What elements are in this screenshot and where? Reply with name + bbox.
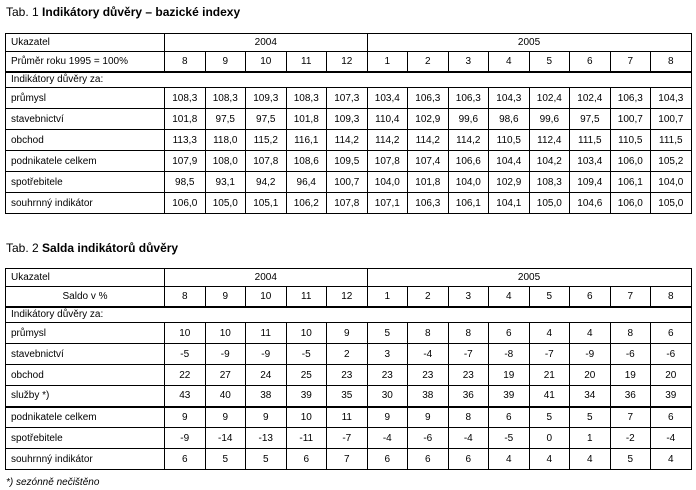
table1 [5, 33, 692, 214]
table-cell: 104,1 [489, 193, 530, 214]
table-cell: 39 [286, 386, 327, 407]
table-cell: 4 [529, 323, 570, 344]
table-cell: 104,2 [529, 151, 570, 172]
table-cell: 108,0 [205, 151, 246, 172]
table-cell: 106,6 [448, 151, 489, 172]
table-cell: 9 [327, 323, 368, 344]
table-cell: 5 [367, 323, 408, 344]
table-cell: 102,4 [529, 88, 570, 109]
row-label: průmysl [6, 323, 165, 344]
month-header: 7 [610, 287, 651, 307]
table-cell: 94,2 [246, 172, 287, 193]
table-cell: 102,9 [408, 109, 449, 130]
month-header: 3 [448, 52, 489, 72]
table-cell: -4 [448, 428, 489, 449]
table-cell: 6 [367, 449, 408, 470]
table-cell: 19 [489, 365, 530, 386]
table-cell: 41 [529, 386, 570, 407]
table-cell: -7 [327, 428, 368, 449]
table-cell: 110,4 [367, 109, 408, 130]
table-cell: 107,8 [367, 151, 408, 172]
table-row [6, 428, 692, 449]
table-cell: 104,3 [489, 88, 530, 109]
table-row [6, 365, 692, 386]
table-cell: 106,0 [165, 193, 206, 214]
table-cell: -8 [489, 344, 530, 365]
table-cell: 104,0 [367, 172, 408, 193]
table-cell: 5 [246, 449, 287, 470]
table-cell: 9 [165, 407, 206, 428]
table-cell: 3 [367, 344, 408, 365]
table-cell: -7 [448, 344, 489, 365]
table-cell: 6 [448, 449, 489, 470]
table-cell: 114,2 [327, 130, 368, 151]
table-cell: 23 [448, 365, 489, 386]
table-cell: 6 [651, 407, 692, 428]
table-cell: 110,5 [610, 130, 651, 151]
table-cell: 102,4 [570, 88, 611, 109]
label-sub: Saldo v % [6, 287, 165, 307]
table-cell: 6 [286, 449, 327, 470]
table-cell: 104,6 [570, 193, 611, 214]
month-header: 12 [327, 52, 368, 72]
month-header: 2 [408, 52, 449, 72]
year-2004-header: 2004 [165, 34, 368, 52]
table-cell: 107,1 [367, 193, 408, 214]
table-cell: 106,2 [286, 193, 327, 214]
row-label: obchod [6, 365, 165, 386]
table-cell: 6 [165, 449, 206, 470]
table-row [6, 323, 692, 344]
table-cell: 115,2 [246, 130, 287, 151]
row-label: spotřebitele [6, 172, 165, 193]
table-cell: 38 [246, 386, 287, 407]
table-cell: -9 [570, 344, 611, 365]
header-row [6, 269, 692, 287]
row-label: průmysl [6, 88, 165, 109]
table-cell: 104,3 [651, 88, 692, 109]
table-cell: 5 [610, 449, 651, 470]
table1-caption-title: Indikátory důvěry – bazické indexy [42, 5, 241, 19]
table-cell: 114,2 [408, 130, 449, 151]
month-header: 1 [367, 52, 408, 72]
row-label: podnikatele celkem [6, 151, 165, 172]
table-cell: 5 [570, 407, 611, 428]
table-cell: 101,8 [165, 109, 206, 130]
table-cell: 106,0 [610, 193, 651, 214]
row-label: souhrnný indikátor [6, 193, 165, 214]
table-cell: 9 [246, 407, 287, 428]
table-cell: 103,4 [367, 88, 408, 109]
table-cell: 8 [610, 323, 651, 344]
table-cell: 107,4 [408, 151, 449, 172]
table-cell: 105,0 [651, 193, 692, 214]
table-cell: 19 [610, 365, 651, 386]
month-header: 2 [408, 287, 449, 307]
table-row [6, 109, 692, 130]
month-header: 10 [246, 52, 287, 72]
table-cell: -9 [165, 428, 206, 449]
row-label: služby *) [6, 386, 165, 407]
table-cell: 5 [205, 449, 246, 470]
table-cell: 99,6 [529, 109, 570, 130]
table-cell: 111,5 [651, 130, 692, 151]
table-cell: 39 [651, 386, 692, 407]
table-cell: 100,7 [327, 172, 368, 193]
table-cell: -6 [651, 344, 692, 365]
table-cell: 7 [610, 407, 651, 428]
header-row [6, 34, 692, 52]
table-cell: 109,4 [570, 172, 611, 193]
table-cell: 23 [408, 365, 449, 386]
table-cell: 22 [165, 365, 206, 386]
table-cell: 36 [448, 386, 489, 407]
table-cell: 7 [327, 449, 368, 470]
table-cell: 4 [651, 449, 692, 470]
label-header: Ukazatel [6, 34, 165, 52]
table2-caption [6, 241, 178, 255]
table-cell: -14 [205, 428, 246, 449]
table-cell: 30 [367, 386, 408, 407]
table-cell: 24 [246, 365, 287, 386]
table-cell: 34 [570, 386, 611, 407]
table-cell: -6 [610, 344, 651, 365]
table-cell: 108,3 [286, 88, 327, 109]
table-cell: 11 [246, 323, 287, 344]
table-row [6, 193, 692, 214]
table-cell: 109,5 [327, 151, 368, 172]
table-cell: 100,7 [610, 109, 651, 130]
table-cell: 106,3 [610, 88, 651, 109]
table-cell: 6 [489, 323, 530, 344]
month-header: 10 [246, 287, 287, 307]
table-cell: -5 [286, 344, 327, 365]
month-header: 5 [529, 52, 570, 72]
table-cell: -4 [367, 428, 408, 449]
table-cell: 8 [408, 323, 449, 344]
month-header: 1 [367, 287, 408, 307]
year-2005-header: 2005 [367, 34, 691, 52]
table-cell: 10 [286, 407, 327, 428]
table-cell: -4 [651, 428, 692, 449]
table-cell: 108,6 [286, 151, 327, 172]
table-cell: 104,4 [489, 151, 530, 172]
table-cell: 112,4 [529, 130, 570, 151]
table-cell: 36 [610, 386, 651, 407]
table-cell: 116,1 [286, 130, 327, 151]
table2 [5, 268, 692, 470]
row-label: podnikatele celkem [6, 407, 165, 428]
year-2005-header: 2005 [367, 269, 691, 287]
table1-caption-prefix: Tab. 1 [6, 5, 39, 19]
table-cell: 105,0 [205, 193, 246, 214]
table-cell: 100,7 [651, 109, 692, 130]
table-cell: 93,1 [205, 172, 246, 193]
table-cell: 35 [327, 386, 368, 407]
table-cell: -11 [286, 428, 327, 449]
table-row [6, 344, 692, 365]
table-cell: 103,4 [570, 151, 611, 172]
table1-caption [6, 5, 240, 19]
table-cell: 23 [327, 365, 368, 386]
table-cell: 105,0 [529, 193, 570, 214]
table-cell: 97,5 [570, 109, 611, 130]
footnote: *) sezónně nečištěno [6, 477, 100, 488]
table-cell: 113,3 [165, 130, 206, 151]
table-cell: 114,2 [448, 130, 489, 151]
table-cell: 108,3 [529, 172, 570, 193]
month-header: 8 [651, 52, 692, 72]
month-header: 9 [205, 52, 246, 72]
table-cell: 8 [448, 407, 489, 428]
month-header: 11 [286, 52, 327, 72]
month-header: 8 [165, 287, 206, 307]
section-label: Indikátory důvěry za: [6, 72, 692, 88]
table-cell: 106,3 [408, 193, 449, 214]
table-cell: 106,1 [448, 193, 489, 214]
table-cell: 96,4 [286, 172, 327, 193]
table-cell: 27 [205, 365, 246, 386]
table-cell: 101,8 [286, 109, 327, 130]
table-row [6, 130, 692, 151]
row-label: stavebnictví [6, 344, 165, 365]
table-cell: 4 [489, 449, 530, 470]
table-cell: -5 [489, 428, 530, 449]
table-cell: -2 [610, 428, 651, 449]
table2-caption-prefix: Tab. 2 [6, 241, 39, 255]
table-cell: 97,5 [246, 109, 287, 130]
month-header: 6 [570, 287, 611, 307]
month-header: 12 [327, 287, 368, 307]
month-header: 8 [165, 52, 206, 72]
table-cell: 109,3 [327, 109, 368, 130]
table-cell: 111,5 [570, 130, 611, 151]
table-cell: 98,5 [165, 172, 206, 193]
table-cell: 110,5 [489, 130, 530, 151]
table-cell: -4 [408, 344, 449, 365]
month-row [6, 287, 692, 307]
table-row [6, 172, 692, 193]
table-cell: 39 [489, 386, 530, 407]
table-cell: 106,0 [610, 151, 651, 172]
table-cell: 9 [205, 407, 246, 428]
table-cell: -13 [246, 428, 287, 449]
table-cell: 38 [408, 386, 449, 407]
table-cell: 4 [529, 449, 570, 470]
table-cell: 108,3 [165, 88, 206, 109]
month-row [6, 52, 692, 72]
table-row [6, 88, 692, 109]
section-label: Indikátory důvěry za: [6, 307, 692, 323]
month-header: 5 [529, 287, 570, 307]
table-cell: 107,3 [327, 88, 368, 109]
table-cell: 102,9 [489, 172, 530, 193]
table-cell: 1 [570, 428, 611, 449]
table-cell: 10 [165, 323, 206, 344]
table-cell: 11 [327, 407, 368, 428]
table-cell: -5 [165, 344, 206, 365]
table-cell: -9 [205, 344, 246, 365]
table-cell: 10 [205, 323, 246, 344]
table-row [6, 386, 692, 407]
month-header: 3 [448, 287, 489, 307]
month-header: 11 [286, 287, 327, 307]
table-cell: 118,0 [205, 130, 246, 151]
table-cell: 43 [165, 386, 206, 407]
table-cell: 106,3 [448, 88, 489, 109]
table-cell: 6 [651, 323, 692, 344]
table-cell: 109,3 [246, 88, 287, 109]
table-cell: -6 [408, 428, 449, 449]
month-header: 4 [489, 287, 530, 307]
section-row [6, 72, 692, 88]
table-cell: 99,6 [448, 109, 489, 130]
table-cell: 4 [570, 449, 611, 470]
table-cell: 107,8 [246, 151, 287, 172]
table-cell: 25 [286, 365, 327, 386]
table-cell: 107,9 [165, 151, 206, 172]
table-cell: 9 [367, 407, 408, 428]
year-2004-header: 2004 [165, 269, 368, 287]
table-cell: 105,1 [246, 193, 287, 214]
row-label: stavebnictví [6, 109, 165, 130]
table-row [6, 151, 692, 172]
table-cell: 114,2 [367, 130, 408, 151]
month-header: 7 [610, 52, 651, 72]
table-cell: 105,2 [651, 151, 692, 172]
row-label: obchod [6, 130, 165, 151]
table-cell: 2 [327, 344, 368, 365]
table-cell: 20 [651, 365, 692, 386]
section-row [6, 307, 692, 323]
table-cell: 21 [529, 365, 570, 386]
month-header: 6 [570, 52, 611, 72]
table-cell: 9 [408, 407, 449, 428]
table2-caption-title: Salda indikátorů důvěry [42, 241, 179, 255]
table-cell: 0 [529, 428, 570, 449]
table-cell: 10 [286, 323, 327, 344]
table-cell: 6 [408, 449, 449, 470]
row-label: spotřebitele [6, 428, 165, 449]
table-cell: 20 [570, 365, 611, 386]
table-cell: 6 [489, 407, 530, 428]
table-cell: -7 [529, 344, 570, 365]
table-cell: 107,8 [327, 193, 368, 214]
table-row [6, 407, 692, 428]
table-cell: 106,3 [408, 88, 449, 109]
table-cell: 8 [448, 323, 489, 344]
table-cell: 98,6 [489, 109, 530, 130]
table-cell: 5 [529, 407, 570, 428]
table-cell: 23 [367, 365, 408, 386]
table-cell: 104,0 [651, 172, 692, 193]
label-header: Ukazatel [6, 269, 165, 287]
table-cell: 108,3 [205, 88, 246, 109]
table-row [6, 449, 692, 470]
label-sub: Průměr roku 1995 = 100% [6, 52, 165, 72]
table-cell: 101,8 [408, 172, 449, 193]
table-cell: 40 [205, 386, 246, 407]
table-cell: 97,5 [205, 109, 246, 130]
row-label: souhrnný indikátor [6, 449, 165, 470]
month-header: 9 [205, 287, 246, 307]
table-cell: 104,0 [448, 172, 489, 193]
table-cell: 4 [570, 323, 611, 344]
table-cell: -9 [246, 344, 287, 365]
month-header: 8 [651, 287, 692, 307]
table-cell: 106,1 [610, 172, 651, 193]
month-header: 4 [489, 52, 530, 72]
